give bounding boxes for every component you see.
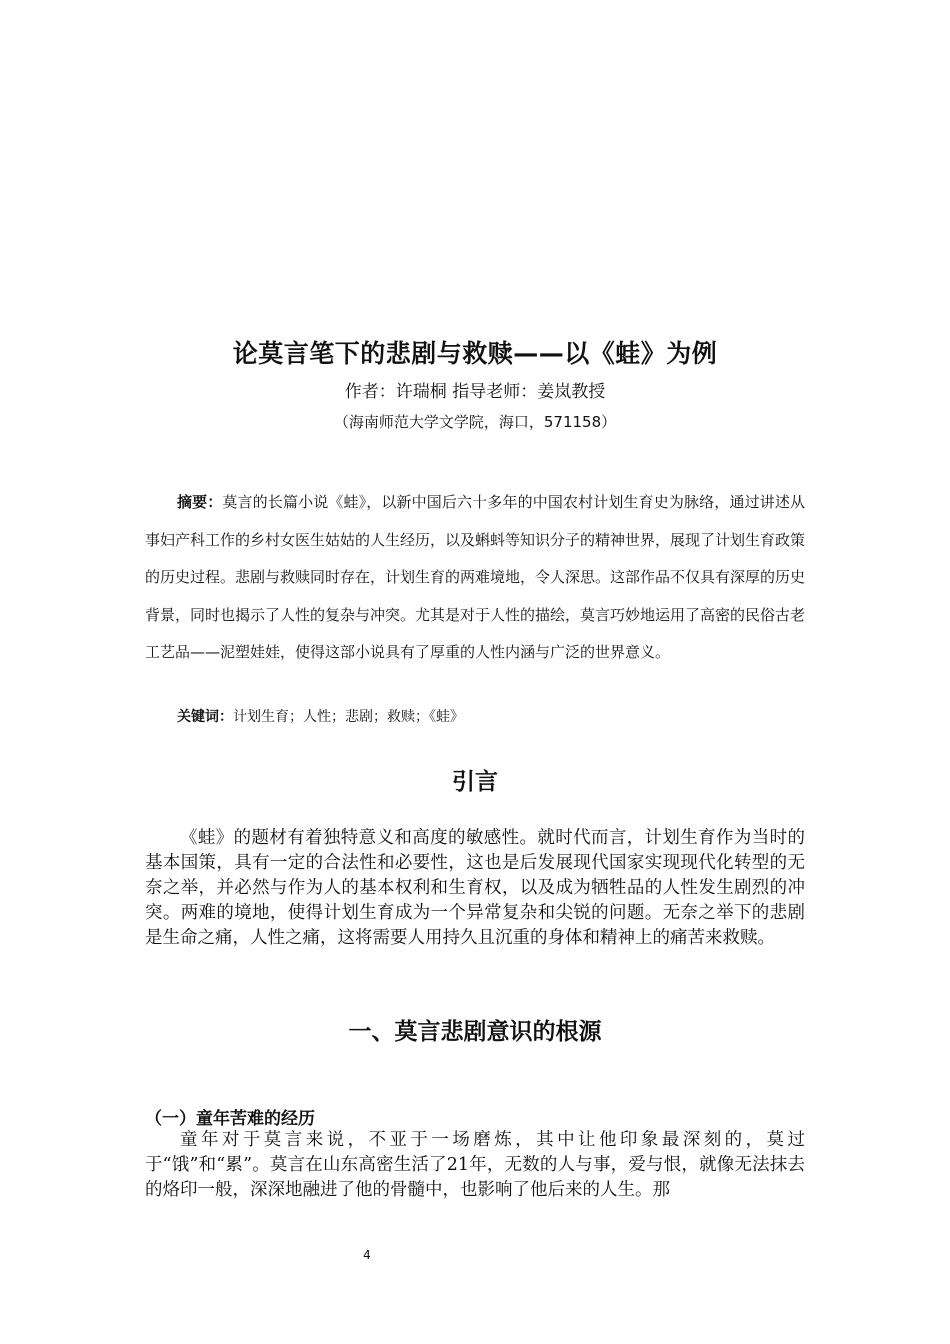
intro-heading: 引言 (452, 769, 498, 795)
keywords (177, 706, 807, 726)
section-heading: 一、莫言悲剧意识的根源 (348, 1019, 602, 1045)
keywords-text: 计划生育；人性；悲剧；救赎；《蛙》 (233, 709, 464, 725)
paper-title: 论莫言笔下的悲剧与救赎——以《蛙》为例 (232, 339, 718, 368)
page-number: 4 (363, 1248, 371, 1262)
author-line: 作者：许瑞桐 指导老师：姜岚教授 (344, 382, 606, 402)
affiliation: （海南师范大学文学院，海口，571158） (333, 413, 617, 431)
abstract-label: 摘要： (177, 493, 223, 511)
keywords-label: 关键词： (177, 709, 233, 725)
body-paragraph: 童年对于莫言来说，不亚于一场磨炼，其中让他印象最深刻的，莫过于“饿”和“累”。莫言在山东高密生活了21年，无数的人与事，爱与恨，就像无法抹去的烙印一般，深深地融进了他的骨髓中，也影响了他后来的人生。那 (145, 1130, 805, 1200)
subsection-heading: （一）童年苦难的经历 (145, 1109, 315, 1129)
abstract (145, 484, 805, 672)
abstract-text: 莫言的长篇小说《蛙》，以新中国后六十多年的中国农村计划生育史为脉络，通过讲述从事妇产科工作的乡村女医生姑姑的人生经历，以及蝌蚪等知识分子的精神世界，展现了计划生育政策的历史过程。悲剧与救赎同时存在，计划生育的两难境地，令人深思。这部作品不仅具有深厚的历史背景，同时也揭示了人性的复杂与冲突。尤其是对于人性的描绘，莫言巧妙地运用了高密的民俗古老工艺品——泥塑娃娃，使得这部小说具有了厚重的人性内涵与广泛的世界意义。 (145, 493, 806, 661)
intro-paragraph: 《蛙》的题材有着独特意义和高度的敏感性。就时代而言，计划生育作为当时的基本国策，具有一定的合法性和必要性，这也是后发展现代国家实现现代化转型的无奈之举，并必然与作为人的基本权利和生育权，以及成为牺牲品的人性发生剧烈的冲突。两难的境地，使得计划生育成为一个异常复杂和尖锐的问题。无奈之举下的悲剧是生命之痛，人性之痛，这将需要人用持久且沉重的身体和精神上的痛苦来救赎。 (145, 828, 805, 948)
